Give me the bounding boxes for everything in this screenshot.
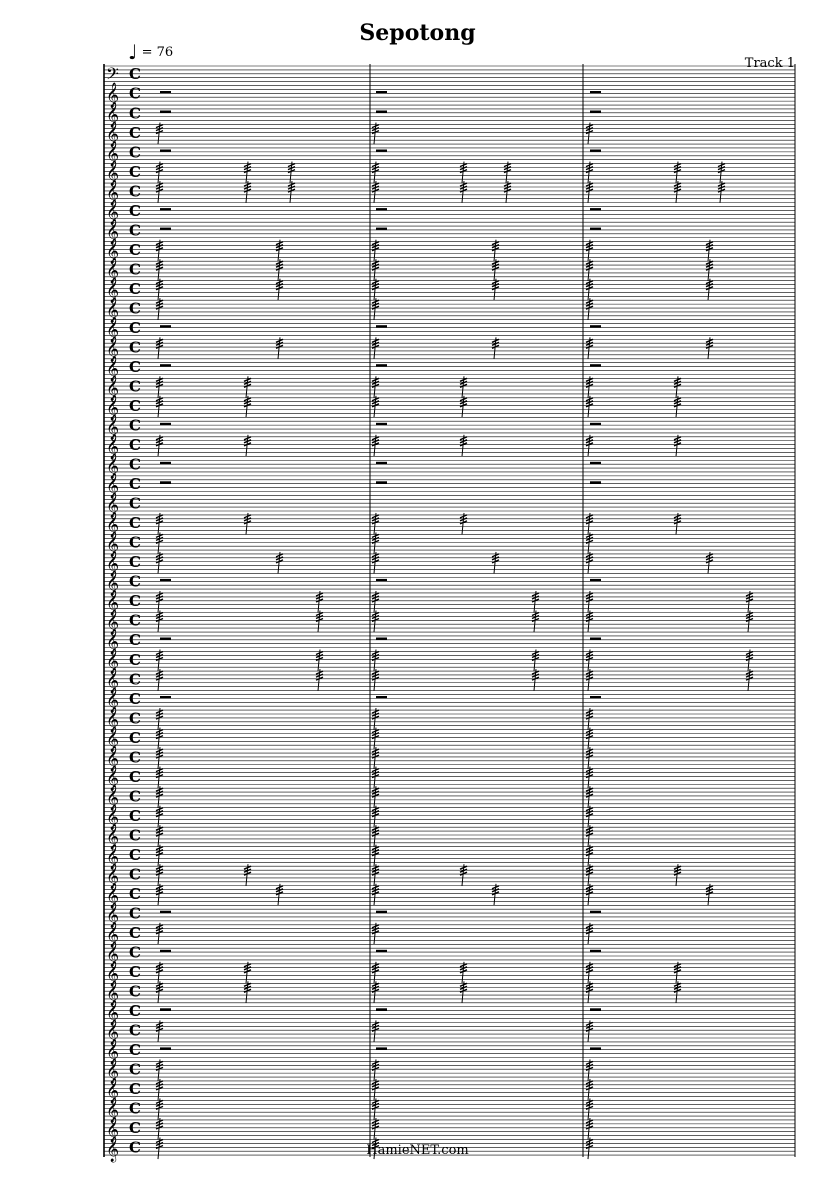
treble-clef-icon: 𝄞 [106,1117,120,1143]
treble-clef-icon: 𝄞 [106,1039,120,1065]
whole-rest [376,481,387,483]
whole-rest [376,423,387,425]
whole-rest [160,228,171,230]
treble-clef-icon: 𝄞 [106,551,120,577]
time-signature: C [129,826,141,845]
time-signature: C [129,611,141,630]
time-signature: C [129,358,141,376]
whole-rest [160,111,171,113]
time-signature: C [129,240,141,259]
treble-clef-icon: 𝄞 [106,1000,120,1026]
whole-rest [590,462,601,464]
treble-clef-icon: 𝄞 [106,122,120,148]
time-signature: C [129,494,141,513]
time-signature: C [129,767,141,786]
time-signature: C [129,475,141,494]
time-signature: C [129,943,141,962]
treble-clef-icon: 𝄞 [106,414,120,440]
whole-rest [376,696,387,698]
treble-clef-icon: 𝄞 [106,219,120,245]
treble-clef-icon: 𝄞 [106,883,120,909]
time-signature: C [129,845,141,864]
time-signature: C [129,65,141,84]
treble-clef-icon: 𝄞 [106,395,120,421]
whole-rest [376,638,387,640]
whole-rest [376,1047,387,1049]
treble-clef-icon: 𝄞 [106,746,120,772]
whole-rest [590,1008,601,1010]
treble-clef-icon: 𝄞 [106,824,120,850]
time-signature: C [129,162,141,181]
whole-rest [160,950,171,952]
treble-clef-icon: 𝄞 [106,532,120,557]
whole-rest [376,579,387,581]
treble-clef-icon: 𝄞 [106,356,120,382]
whole-rest [160,364,171,366]
whole-rest [160,325,171,327]
time-signature: C [129,260,141,279]
treble-clef-icon: 𝄞 [106,141,120,167]
time-signature: C [129,748,141,767]
treble-clef-icon: 𝄞 [106,1098,120,1123]
whole-rest [160,1008,171,1010]
treble-clef-icon: 𝄞 [106,688,120,714]
treble-clef-icon: 𝄞 [106,941,120,967]
time-signature: C [129,436,141,455]
whole-rest [376,462,387,464]
treble-clef-icon: 𝄞 [106,1059,120,1084]
time-signature: C [129,221,141,240]
whole-rest [376,911,387,913]
treble-clef-icon: 𝄞 [106,1078,120,1104]
time-signature: C [129,533,141,552]
whole-rest [160,696,171,698]
whole-rest [160,638,171,640]
whole-rest [376,1008,387,1010]
treble-clef-icon: 𝄞 [106,180,120,206]
time-signature: C [129,1021,141,1040]
whole-rest [590,911,601,913]
treble-clef-icon: 𝄞 [106,1019,120,1045]
whole-rest [590,91,601,93]
treble-clef-icon: 𝄞 [106,785,120,811]
treble-clef-icon: 𝄞 [106,239,120,265]
time-signature: C [129,299,141,318]
whole-rest [160,423,171,425]
watermark: HamieNET.com [366,1143,469,1158]
treble-clef-icon: 𝄞 [106,649,120,675]
time-signature: C [129,201,141,220]
whole-rest [160,1047,171,1049]
time-signature: C [129,143,141,162]
treble-clef-icon: 𝄞 [106,1137,120,1162]
treble-clef-icon: 𝄞 [106,336,120,362]
whole-rest [590,1047,601,1049]
whole-rest [160,208,171,210]
treble-clef-icon: 𝄞 [106,200,120,226]
treble-clef-icon: 𝄞 [106,258,120,284]
time-signature: C [129,104,141,123]
time-signature: C [129,631,141,650]
time-signature: C [129,592,141,611]
time-signature: C [129,514,141,533]
time-signature: C [129,787,141,806]
time-signature: C [129,865,141,884]
treble-clef-icon: 𝄞 [106,980,120,1006]
whole-rest [376,364,387,366]
treble-clef-icon: 𝄞 [106,902,120,928]
treble-clef-icon: 𝄞 [106,317,120,343]
whole-rest [160,91,171,93]
time-signature: C [129,1138,141,1157]
time-signature: C [129,182,141,201]
time-signature: C [129,377,141,396]
time-signature: C [129,904,141,923]
time-signature: C [129,1119,141,1138]
whole-rest [590,696,601,698]
whole-rest [590,481,601,483]
treble-clef-icon: 𝄞 [106,278,120,304]
time-signature: C [129,1099,141,1118]
time-signature: C [129,963,141,981]
time-signature: C [129,1002,141,1021]
time-signature: C [129,728,141,747]
time-signature: C [129,1041,141,1060]
time-signature: C [129,455,141,474]
treble-clef-icon: 𝄞 [106,707,120,733]
whole-rest [376,208,387,210]
bass-clef-icon: 𝄢 [106,63,119,88]
treble-clef-icon: 𝄞 [106,863,120,889]
whole-rest [160,462,171,464]
treble-clef-icon: 𝄞 [106,805,120,831]
time-signature: C [129,670,141,689]
whole-rest [160,150,171,152]
treble-clef-icon: 𝄞 [106,492,120,518]
treble-clef-icon: 𝄞 [106,83,120,109]
treble-clef-icon: 𝄞 [106,375,120,401]
treble-clef-icon: 𝄞 [106,610,120,635]
whole-rest [590,208,601,210]
whole-rest [590,228,601,230]
time-signature: C [129,1080,141,1099]
time-signature: C [129,416,141,435]
whole-rest [376,950,387,952]
time-signature: C [129,397,141,415]
treble-clef-icon: 𝄞 [106,571,120,596]
treble-clef-icon: 𝄞 [106,297,120,323]
quarter-note-icon: ♩ [128,40,138,64]
treble-clef-icon: 𝄞 [106,590,120,616]
whole-rest [160,911,171,913]
time-signature: C [129,338,141,357]
whole-rest [376,91,387,93]
whole-rest [160,481,171,483]
whole-rest [376,325,387,327]
time-signature: C [129,84,141,103]
whole-rest [376,150,387,152]
treble-clef-icon: 𝄞 [106,453,120,479]
time-signature: C [129,572,141,591]
time-signature: C [129,689,141,708]
whole-rest [590,638,601,640]
time-signature: C [129,924,141,942]
treble-clef-icon: 𝄞 [106,922,120,948]
time-signature: C [129,982,141,1001]
whole-rest [160,579,171,581]
whole-rest [590,150,601,152]
score-title: Sepotong [359,20,476,46]
treble-clef-icon: 𝄞 [106,473,120,499]
treble-clef-icon: 𝄞 [106,844,120,870]
whole-rest [590,111,601,113]
tempo-value: = 76 [141,45,174,60]
treble-clef-icon: 𝄞 [106,512,120,538]
treble-clef-icon: 𝄞 [106,629,120,655]
time-signature: C [129,806,141,825]
time-signature: C [129,709,141,728]
time-signature: C [129,650,141,669]
time-signature: C [129,885,141,903]
treble-clef-icon: 𝄞 [106,434,120,460]
track-label: Track 1 [744,56,795,71]
whole-rest [590,364,601,366]
whole-rest [590,950,601,952]
treble-clef-icon: 𝄞 [106,668,120,694]
treble-clef-icon: 𝄞 [106,161,120,187]
treble-clef-icon: 𝄞 [106,727,120,753]
whole-rest [590,423,601,425]
treble-clef-icon: 𝄞 [106,102,120,128]
whole-rest [590,325,601,327]
time-signature: C [129,319,141,337]
treble-clef-icon: 𝄞 [106,961,120,987]
time-signature: C [129,1060,141,1079]
treble-clef-icon: 𝄞 [106,766,120,792]
time-signature: C [129,123,141,142]
time-signature: C [129,279,141,298]
whole-rest [376,228,387,230]
whole-rest [590,579,601,581]
whole-rest [376,111,387,113]
time-signature: C [129,553,141,572]
